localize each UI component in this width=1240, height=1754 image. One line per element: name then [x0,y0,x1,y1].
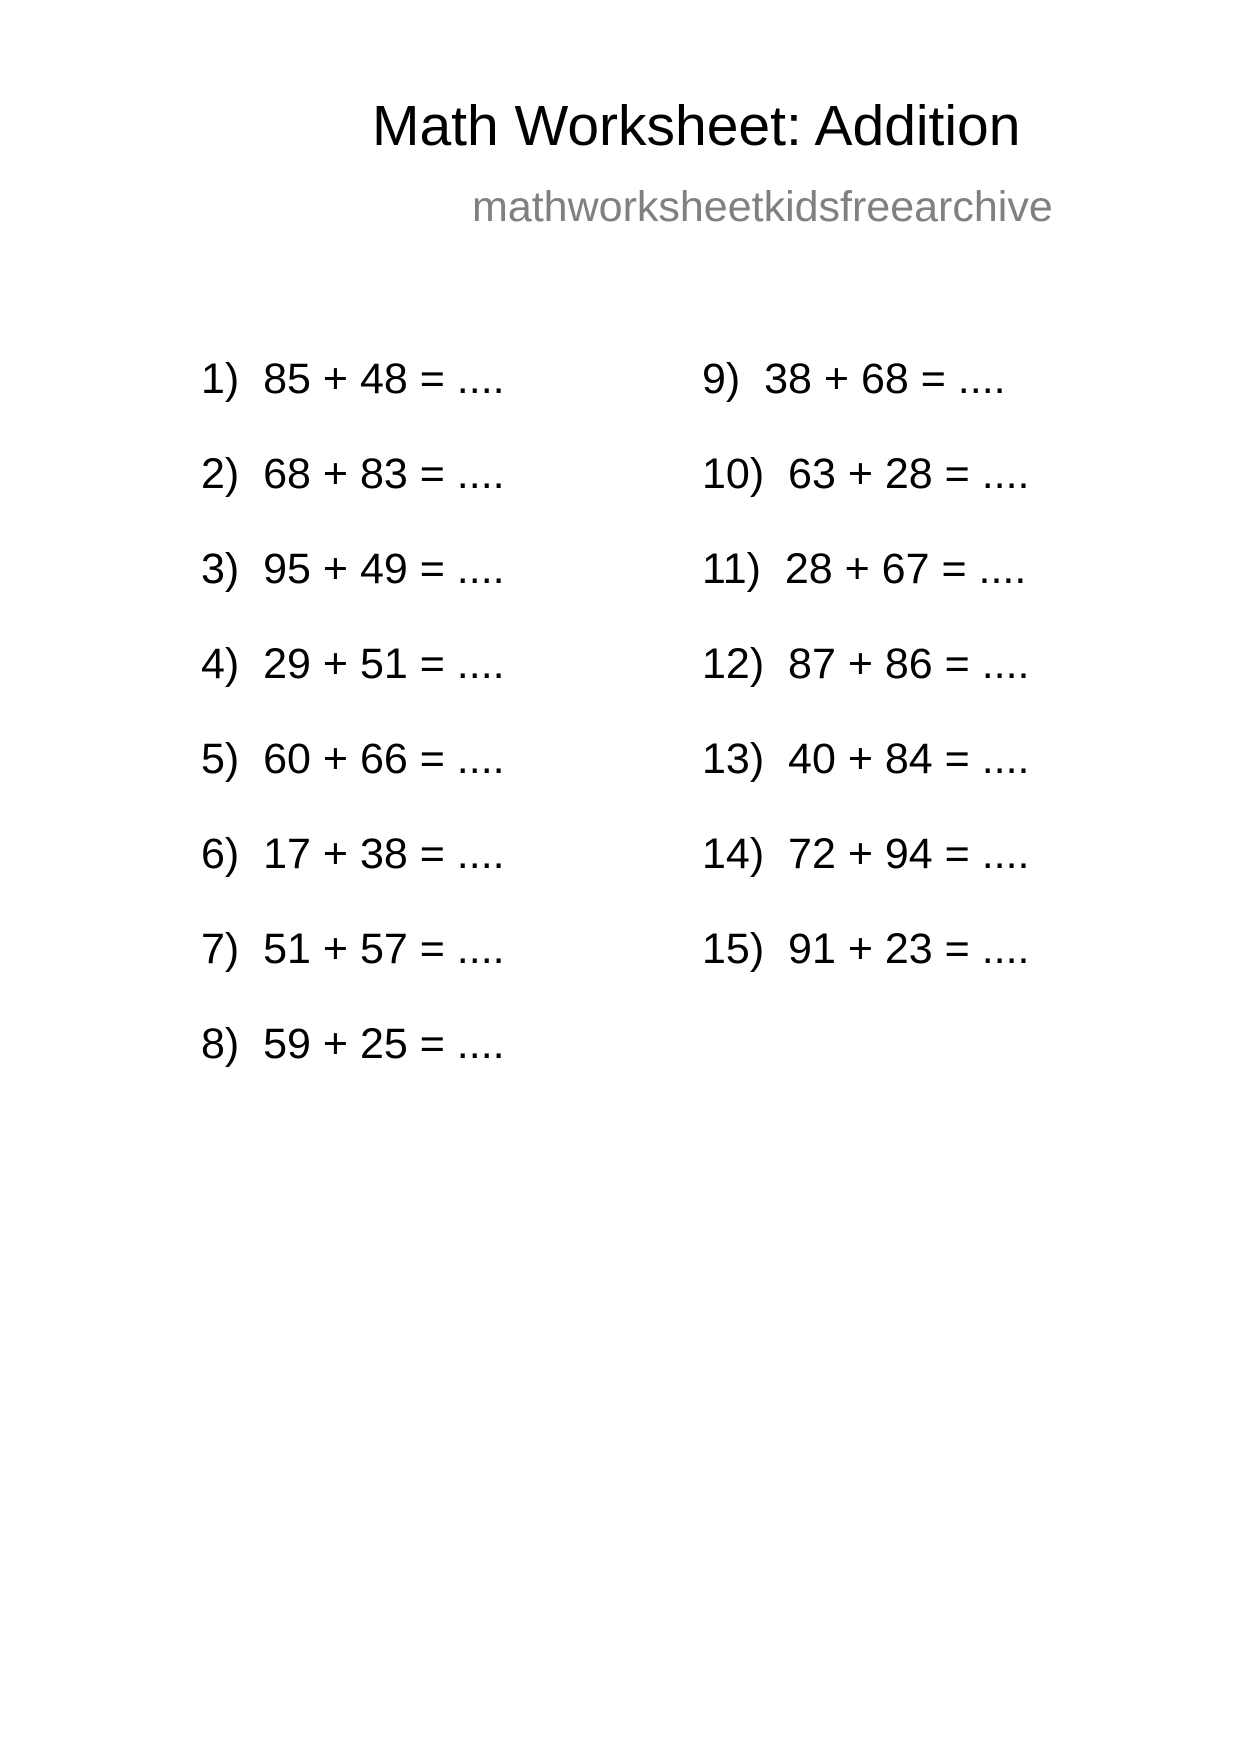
problem-item: 9) 38 + 68 = .... [702,355,1006,403]
problem-item: 12) 87 + 86 = .... [702,640,1030,688]
page-title: Math Worksheet: Addition [372,94,1021,158]
problem-item: 11) 28 + 67 = .... [702,545,1027,593]
problem-item: 6) 17 + 38 = .... [201,830,505,878]
problem-item: 1) 85 + 48 = .... [201,355,505,403]
problem-item: 13) 40 + 84 = .... [702,735,1030,783]
problem-item: 4) 29 + 51 = .... [201,640,505,688]
problem-item: 8) 59 + 25 = .... [201,1020,505,1068]
problem-item: 7) 51 + 57 = .... [201,925,505,973]
problem-item: 10) 63 + 28 = .... [702,450,1030,498]
page-subtitle: mathworksheetkidsfreearchive [472,183,1053,231]
problem-item: 5) 60 + 66 = .... [201,735,505,783]
problem-item: 3) 95 + 49 = .... [201,545,505,593]
problem-item: 15) 91 + 23 = .... [702,925,1030,973]
problem-item: 2) 68 + 83 = .... [201,450,505,498]
problem-item: 14) 72 + 94 = .... [702,830,1030,878]
